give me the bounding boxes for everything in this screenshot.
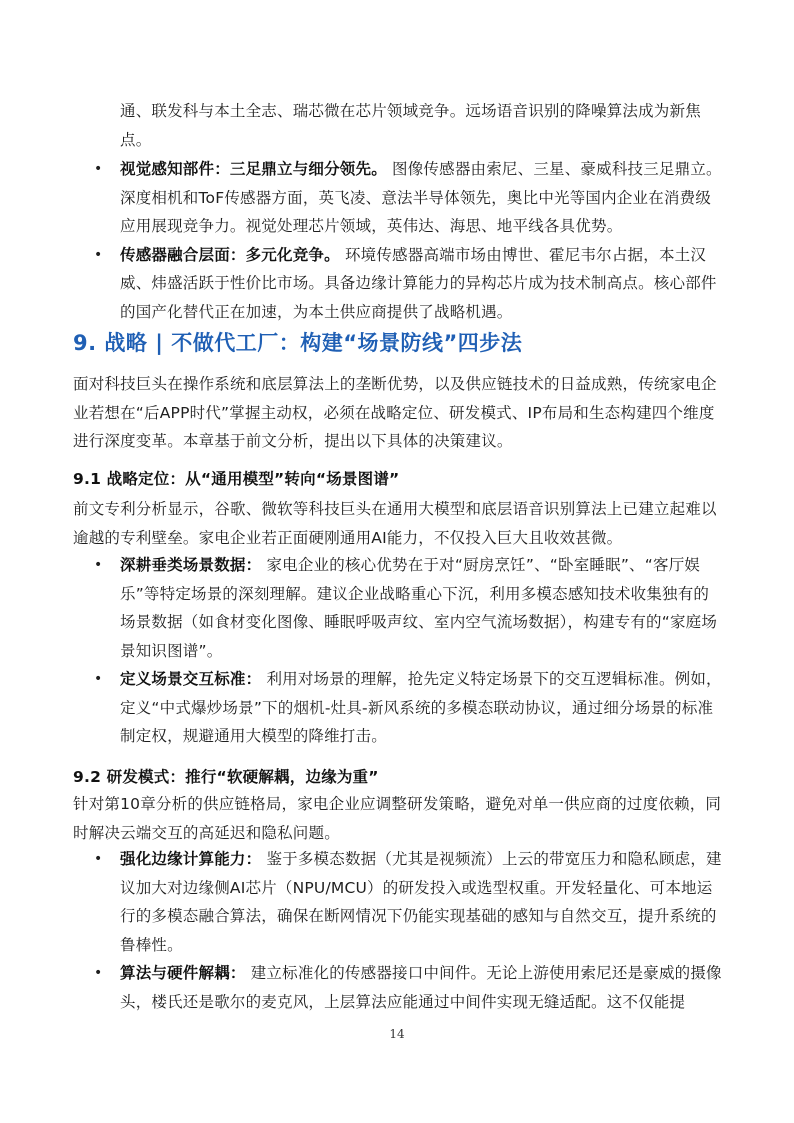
list-item (73, 551, 723, 665)
section-heading: 9. 战略 | 不做代工厂：构建“场景防线”四步法 (73, 331, 523, 355)
component-list (73, 155, 723, 326)
list-item (73, 155, 723, 241)
list-item-text: 图像传感器由索尼、三星、豪威科技三足鼎立。深度相机和ToF传感器方面，英飞凌、意法半导体领先，奥比中光等国内企业在消费级应用展现竞争力。视觉处理芯片领域，英伟达、海思、地平线各具优势。 (120, 160, 722, 235)
bullet-icon: • (94, 671, 103, 687)
list-item-text: 环境传感器高端市场由博世、霍尼韦尔占据，本土汉威、炜盛活跃于性价比市场。具备边缘计算能力的异构芯片成为技术制高点。核心部件的国产化替代正在加速，为本土供应商提供了战略机遇。 (120, 245, 717, 321)
list-item (73, 845, 723, 959)
bullet-icon: • (94, 557, 103, 573)
list-item-text: 建立标准化的传感器接口中间件。无论上游使用索尼还是豪威的摄像头，楼氏还是歌尔的麦克风，上层算法应能通过中间件实现无缝适配。这不仅能提 (120, 964, 722, 1011)
list-item-title: 深耕垂类场景数据： (120, 556, 262, 574)
strategy-list-9-2 (73, 845, 723, 1016)
list-item (73, 959, 723, 1016)
bullet-icon: • (94, 851, 103, 867)
list-item (73, 241, 723, 327)
list-item-text: 家电企业的核心优势在于对“厨房烹饪”、“卧室睡眠”、“客厅娱乐”等特定场景的深刻理解。建议企业战略重心下沉，利用多模态感知技术收集独有的场景数据（如食材变化图像、睡眠呼吸声纹、室内空气流场数据），构建专有的“家庭场景知识图谱”。 (120, 556, 718, 660)
bullet-icon: • (94, 161, 103, 177)
list-item-title: 强化边缘计算能力： (120, 850, 262, 868)
list-item-title: 定义场景交互标准： (120, 670, 262, 688)
top-continuation-text: 通、联发科与本土全志、瑞芯微在芯片领域竞争。远场语音识别的降噪算法成为新焦点。 (120, 102, 701, 149)
list-item (73, 665, 723, 751)
list-item-title: 算法与硬件解耦： (120, 964, 246, 982)
strategy-list-9-1 (73, 551, 723, 751)
bullet-icon: • (94, 246, 103, 263)
section-intro: 面对科技巨头在操作系统和底层算法上的垄断优势，以及供应链技术的日益成熟，传统家电企业若想在“后APP时代”掌握主动权，必须在战略定位、研发模式、IP布局和生态构建四个维度进行深度变革。本章基于前文分析，提出以下具体的决策建议。 (73, 375, 717, 450)
list-item-title: 传感器融合层面：多元化竞争。 (120, 245, 340, 264)
subsection-intro-9-2: 针对第10章分析的供应链格局，家电企业应调整研发策略，避免对单一供应商的过度依赖，同时解决云端交互的高延迟和隐私问题。 (73, 795, 722, 842)
list-item-title: 视觉感知部件：三足鼎立与细分领先。 (120, 160, 387, 178)
list-item-text: 鉴于多模态数据（尤其是视频流）上云的带宽压力和隐私顾虑，建议加大对边缘侧AI芯片（NPU/MCU）的研发投入或选型权重。开发轻量化、可本地运行的多模态融合算法，确保在断网情况下仍能实现基础的感知与自然交互，提升系统的鲁棒性。 (120, 850, 722, 954)
subsection-intro-9-1: 前文专利分析显示，谷歌、微软等科技巨头在通用大模型和底层语音识别算法上已建立起难以逾越的专利壁垒。家电企业若正面硬刚通用AI能力，不仅投入巨大且收效甚微。 (73, 500, 717, 547)
subsection-heading-9-1: 9.1 战略定位：从“通用模型”转向“场景图谱” (73, 470, 400, 488)
page-number: 14 (389, 1027, 405, 1041)
bullet-icon: • (94, 965, 103, 981)
subsection-heading-9-2: 9.2 研发模式：推行“软硬解耦，边缘为重” (73, 768, 379, 786)
list-item-text: 利用对场景的理解，抢先定义特定场景下的交互逻辑标准。例如，定义“中式爆炒场景”下的烟机-灶具-新风系统的多模态联动协议，通过细分场景的标准制定权，规避通用大模型的降维打击。 (120, 670, 722, 745)
